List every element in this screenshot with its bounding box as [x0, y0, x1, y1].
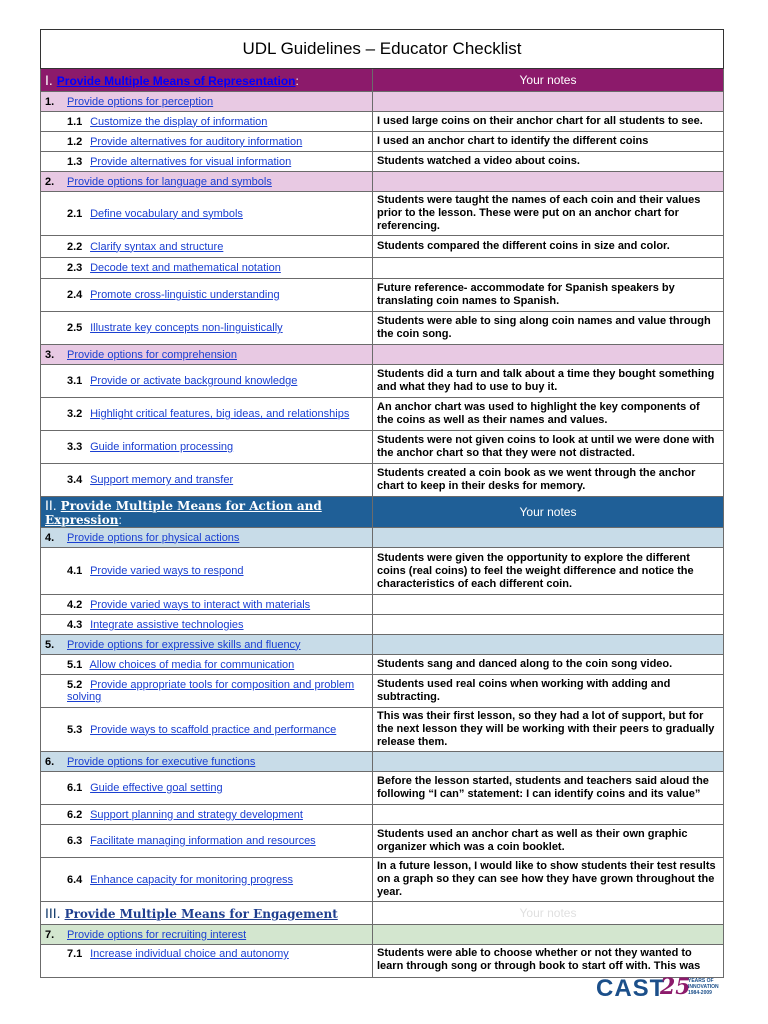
table-row: 5.1 Allow choices of media for communication Students sang and danced along to the coin song video.: [41, 655, 724, 675]
cast-logo: CAST 25 YEARS OF INNOVATION 1984-2009: [596, 974, 719, 1002]
guideline-link[interactable]: Clarify syntax and structure: [90, 240, 224, 253]
note-cell: Before the lesson started, students and teachers said aloud the following “I can” statement: I can identify coins and its value”: [373, 772, 724, 805]
table-row: 1.3 Provide alternatives for visual information Students watched a video about coins.: [41, 152, 724, 172]
guideline-link[interactable]: Provide varied ways to respond: [90, 565, 244, 577]
table-row: 5.3 Provide ways to scaffold practice and performance This was their first lesson, so they had a lot of support, but for the next lesson they will be working with their peers to gradually release them.: [41, 708, 724, 752]
guideline-link[interactable]: Decode text and mathematical notation: [90, 262, 281, 274]
group-link[interactable]: Provide options for executive functions: [67, 755, 256, 768]
guideline-link[interactable]: Provide varied ways to interact with materials: [90, 598, 311, 611]
note-cell: Future reference- accommodate for Spanish speakers by translating coin names to Spanish.: [373, 279, 724, 312]
note-cell: Students watched a video about coins.: [373, 152, 724, 172]
guideline-link[interactable]: Provide or activate background knowledge: [90, 375, 298, 387]
guideline-link[interactable]: Allow choices of media for communication: [89, 658, 295, 671]
table-row: 6.2 Support planning and strategy development: [41, 805, 724, 825]
table-row: 5.2 Provide appropriate tools for composition and problem solving Students used real coins when working with adding and subtracting.: [41, 675, 724, 708]
table-row: 4.1 Provide varied ways to respond Students were given the opportunity to explore the different coins (real coins) to feel the weight difference and notice the characteristics of each different coin.: [41, 548, 724, 595]
guideline-link[interactable]: Facilitate managing information and resources: [90, 835, 316, 847]
table-row: 4.3 Integrate assistive technologies: [41, 615, 724, 635]
table-row: 3.2 Highlight critical features, big ideas, and relationships An anchor chart was used to highlight the key components of the coins as well as their names and values.: [41, 398, 724, 431]
note-cell: Students used real coins when working with adding and subtracting.: [373, 675, 724, 708]
note-cell: Students were able to choose whether or not they wanted to learn through song or through book to start off with. This was: [373, 945, 724, 978]
note-cell: Students sang and danced along to the coin song video.: [373, 655, 724, 675]
note-cell: An anchor chart was used to highlight the key components of the coins as well as their names and values.: [373, 398, 724, 431]
note-cell: I used an anchor chart to identify the different coins: [373, 132, 724, 152]
note-cell: [373, 595, 724, 615]
guideline-link[interactable]: Guide effective goal setting: [90, 782, 223, 794]
table-row: 2.1 Define vocabulary and symbols Students were taught the names of each coin and their values prior to the lesson. These were put on an anchor chart for referencing.: [41, 192, 724, 236]
section-link[interactable]: Provide Multiple Means for Engagement: [64, 907, 338, 921]
guideline-link[interactable]: Provide alternatives for visual information: [90, 155, 292, 168]
note-cell: Students were given the opportunity to explore the different coins (real coins) to feel the weight difference and notice the characteristics of each different coin.: [373, 548, 724, 595]
note-cell: [373, 258, 724, 279]
note-cell: Students were not given coins to look at until we were done with the anchor chart so that they were not distracted.: [373, 431, 724, 464]
guideline-link[interactable]: Provide alternatives for auditory information: [90, 135, 303, 148]
note-cell: Students were able to sing along coin names and value through the coin song.: [373, 312, 724, 345]
table-row: 2.3 Decode text and mathematical notation: [41, 258, 724, 279]
table-row: 7.1 Increase individual choice and autonomy Students were able to choose whether or not they wanted to learn through song or through book to start off with. This was: [41, 945, 724, 978]
table-row: 2.5 Illustrate key concepts non-linguistically Students were able to sing along coin names and value through the coin song.: [41, 312, 724, 345]
group-link[interactable]: Provide options for expressive skills and fluency: [67, 638, 301, 651]
table-row: 2.4 Promote cross-linguistic understanding Future reference- accommodate for Spanish speakers by translating coin names to Spanish.: [41, 279, 724, 312]
guideline-link[interactable]: Highlight critical features, big ideas, and relationships: [90, 408, 350, 420]
note-cell: [373, 805, 724, 825]
group-link[interactable]: Provide options for perception: [67, 95, 214, 108]
group-link[interactable]: Provide options for physical actions: [67, 531, 240, 544]
notes-header: Your notes: [373, 497, 724, 528]
section-link[interactable]: Provide Multiple Means for Action and Expression: [45, 499, 322, 527]
guideline-link[interactable]: Customize the display of information: [90, 115, 268, 128]
guideline-link[interactable]: Enhance capacity for monitoring progress: [90, 873, 294, 886]
page-title: UDL Guidelines – Educator Checklist: [41, 30, 724, 69]
note-cell: Students did a turn and talk about a time they bought something and what they had to use to buy it.: [373, 365, 724, 398]
note-cell: [373, 615, 724, 635]
table-row: 1.2 Provide alternatives for auditory information I used an anchor chart to identify the different coins: [41, 132, 724, 152]
guideline-link[interactable]: Promote cross-linguistic understanding: [90, 289, 280, 301]
note-cell: This was their first lesson, so they had a lot of support, but for the next lesson they will be working with their peers to gradually release them.: [373, 708, 724, 752]
notes-header: Your notes: [373, 902, 724, 925]
guideline-link[interactable]: Increase individual choice and autonomy: [90, 948, 289, 960]
table-row: 2.2 Clarify syntax and structure Students compared the different coins in size and color.: [41, 236, 724, 258]
note-cell: I used large coins on their anchor chart for all students to see.: [373, 112, 724, 132]
section-header: I. Provide Multiple Means of Representation: Your notes: [41, 69, 724, 92]
table-row: 1.1 Customize the display of information I used large coins on their anchor chart for all students to see.: [41, 112, 724, 132]
section-header: III. Provide Multiple Means for Engagement Your notes: [41, 902, 724, 925]
table-row: 6.1 Guide effective goal setting Before the lesson started, students and teachers said aloud the following “I can” statement: I can identify coins and its value”: [41, 772, 724, 805]
section-link[interactable]: Provide Multiple Means of Representation: [56, 74, 296, 88]
checklist-table: UDL Guidelines – Educator Checklist I. Provide Multiple Means of Representation: Your notes 1. Provide options for perception 1.1 Customize the display of information I used large coins on their anchor chart for all students to see. 1.2 Provide alternatives for auditory information I used an anchor chart to identify the different coins 1.3 Provide alternatives for visual information Students watched a video about coins. 2. Provide options for language and symbols 2.1 Define vocabulary and symbols Students were taught the names of each coin and their values prior to the lesson. These were put on an anchor chart for referencing. 2.2 Clarify syntax and structure Students compared the different coins in size and color. 2.3 Decode text and mathematical notation 2.4 Promote cross-linguistic understanding Future reference- accommodate for Spanish speakers by translating coin names to Spanish. 2.5 Illustrate key concepts non-linguistically Students were able to sing along coin names and value through the coin song. 3. Provide options for comprehension 3.1 Provide or activate background knowledge Students did a turn and talk about a time they bought something and what they had to use to buy it. 3.2 Highlight critical features, big ideas, and relationships An anchor chart was used to highlight the key components of the coins as well as their names and values. 3.3 Guide information processing Students were not given coins to look at until we were done with the anchor chart so that they were not distracted. 3.4 Support memory and transfer Students created a coin book as we went through the anchor chart to keep in their desks for memory. II. Provide Multiple Means for Action and Expression: Your notes 4. Provide options for physical actions 4.1 Provide varied ways to respond Students were given the opportunity to explore the different coins (real coins) to feel the weight difference and notice the characteristics of each different coin. 4.2 Provide varied ways to interact with materials 4.3 Integrate assistive technologies 5. Provide options for expressive skills and fluency 5.1 Allow choices of media for communication Students sang and danced along to the coin song video. 5.2 Provide appropriate tools for composition and problem solving Students used real coins when working with adding and subtracting. 5.3 Provide ways to scaffold practice and performance This was their first lesson, so they had a lot of support, but for the next lesson they will be working with their peers to gradually release them. 6. Provide options for executive functions 6.1 Guide effective goal setting Before the lesson started, students and teachers said aloud the following “I can” statement: I can identify coins and its value” 6.2 Support planning and strategy development 6.3 Facilitate managing information and resources Students used an anchor chart as well as their own graphic organizer which was a coin booklet. 6.4 Enhance capacity for monitoring progress In a future lesson, I would like to show students their test results on a graph so they can see how they have grown throughout the year. III. Provide Multiple Means for Engagement Your notes 7. Provide options for recruiting interest 7.1 Increase individual choice and autonomy Students were able to choose whether or not they wanted to learn through song or through book to start off with. This was: [40, 29, 724, 978]
note-cell: Students created a coin book as we went through the anchor chart to keep in their desks for memory.: [373, 464, 724, 497]
table-row: 4.2 Provide varied ways to interact with materials: [41, 595, 724, 615]
group-link[interactable]: Provide options for recruiting interest: [67, 928, 247, 941]
guideline-link[interactable]: Support planning and strategy development: [90, 808, 303, 821]
section-header: II. Provide Multiple Means for Action and Expression: Your notes: [41, 497, 724, 528]
table-row: 3.3 Guide information processing Students were not given coins to look at until we were done with the anchor chart so that they were not distracted.: [41, 431, 724, 464]
guideline-link[interactable]: Guide information processing: [90, 441, 234, 453]
guideline-link[interactable]: Illustrate key concepts non-linguistically: [90, 322, 283, 334]
note-cell: Students were taught the names of each coin and their values prior to the lesson. These were put on an anchor chart for referencing.: [373, 192, 724, 236]
guideline-link[interactable]: Support memory and transfer: [90, 474, 234, 486]
table-row: 3.1 Provide or activate background knowledge Students did a turn and talk about a time they bought something and what they had to use to buy it.: [41, 365, 724, 398]
guideline-link[interactable]: Provide appropriate tools for composition and problem solving: [67, 679, 355, 703]
table-row: 6.4 Enhance capacity for monitoring progress In a future lesson, I would like to show students their test results on a graph so they can see how they have grown throughout the year.: [41, 858, 724, 902]
guideline-link[interactable]: Provide ways to scaffold practice and performance: [90, 723, 337, 736]
note-cell: Students used an anchor chart as well as their own graphic organizer which was a coin booklet.: [373, 825, 724, 858]
guideline-link[interactable]: Integrate assistive technologies: [90, 618, 244, 631]
table-row: 3.4 Support memory and transfer Students created a coin book as we went through the anchor chart to keep in their desks for memory.: [41, 464, 724, 497]
group-link[interactable]: Provide options for comprehension: [67, 348, 237, 361]
guideline-link[interactable]: Define vocabulary and symbols: [90, 207, 243, 220]
notes-header: Your notes: [373, 69, 724, 92]
note-cell: Students compared the different coins in size and color.: [373, 236, 724, 258]
table-row: 6.3 Facilitate managing information and resources Students used an anchor chart as well as their own graphic organizer which was a coin booklet.: [41, 825, 724, 858]
group-link[interactable]: Provide options for language and symbols: [67, 175, 272, 188]
note-cell: In a future lesson, I would like to show students their test results on a graph so they can see how they have grown throughout the year.: [373, 858, 724, 902]
